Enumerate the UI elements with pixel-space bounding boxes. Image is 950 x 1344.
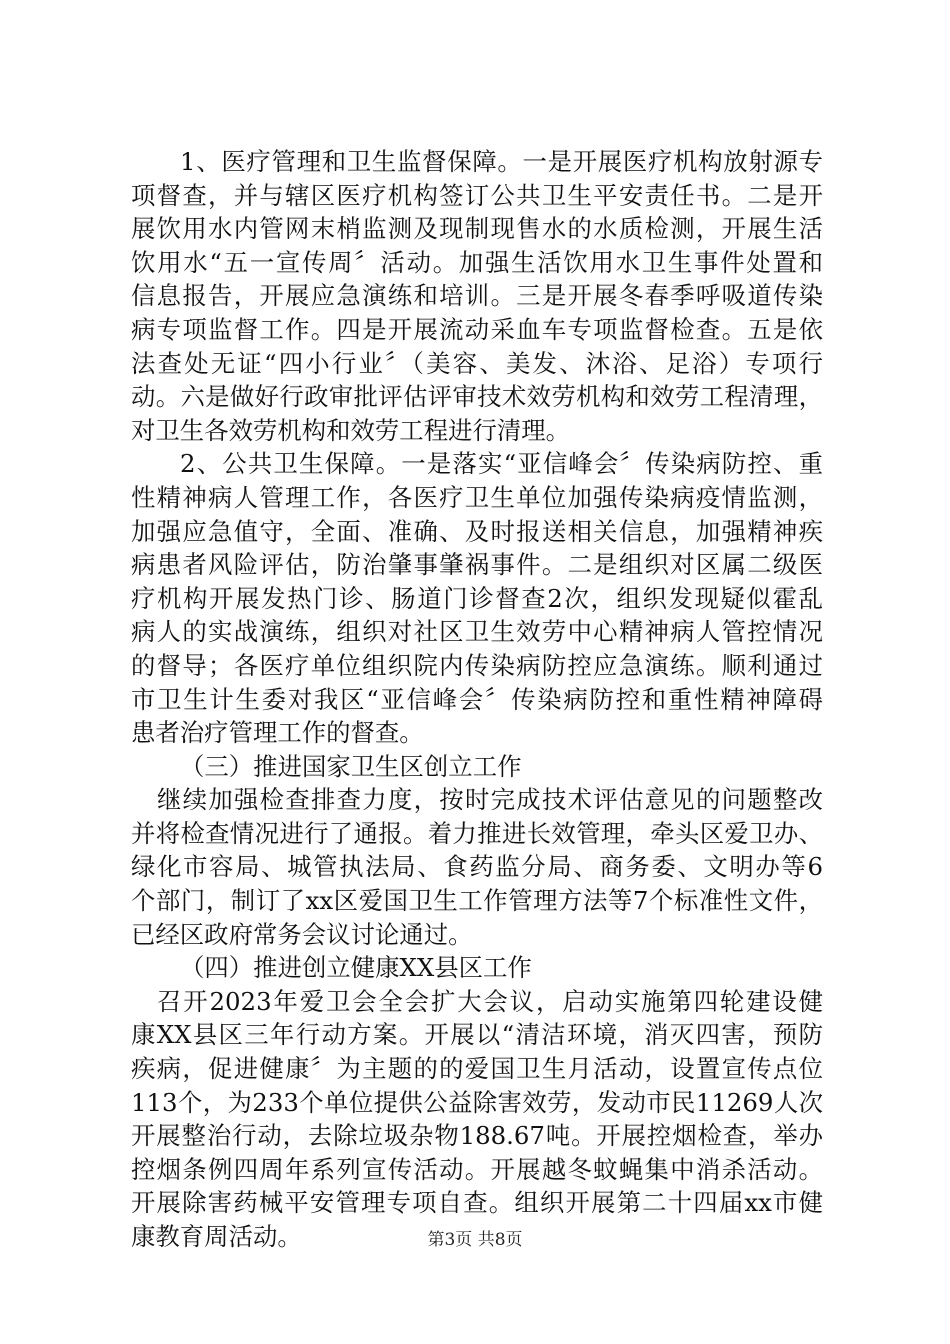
document-body <box>131 145 823 1254</box>
paragraph-2-line-3: 加强应急值守，全面、准确、及时报送相关信息，加强精神疾 <box>131 516 823 546</box>
paragraph-1-line-7: 法查处无证“四小行业〞（美容、美发、沐浴、足浴）专项行 <box>131 348 823 378</box>
paragraph-1-line-6: 病专项监督工作。四是开展流动采血车专项监督检查。五是依 <box>131 314 823 344</box>
paragraph-1-line-8: 动。六是做好行政审批评估评审技术效劳机构和效劳工程清理， <box>131 382 823 412</box>
paragraph-1-line-5: 信息报告，开展应急演练和培训。三是开展冬春季呼吸道传染 <box>131 281 823 311</box>
paragraph-3-line-5: 已经区政府常务会议讨论通过。 <box>131 919 473 949</box>
paragraph-1-line-9: 对卫生各效劳机构和效劳工程进行清理。 <box>131 415 571 445</box>
paragraph-4-line-1: 召开2023年爱卫会全会扩大会议，启动实施第四轮建设健 <box>157 986 823 1016</box>
paragraph-4-line-3: 疾病，促进健康〞为主题的的爱国卫生月活动，设置宣传点位 <box>131 1054 823 1084</box>
paragraph-4-line-2: 康XX县区三年行动方案。开展以“清洁环境，消灭四害，预防 <box>131 1020 823 1050</box>
section-heading-4: （四）推进创立健康XX县区工作 <box>180 953 532 983</box>
paragraph-2-line-9: 患者治疗管理工作的督查。 <box>131 718 424 748</box>
paragraph-3-line-1: 继续加强检查排查力度，按时完成技术评估意见的问题整改 <box>157 785 823 815</box>
paragraph-2-line-2: 性精神病人管理工作，各医疗卫生单位加强传染病疫情监测， <box>131 482 823 512</box>
paragraph-3-line-3: 绿化市容局、城管执法局、食药监分局、商务委、文明办等6 <box>131 852 823 882</box>
paragraph-2-line-8: 市卫生计生委对我区“亚信峰会〞传染病防控和重性精神障碍 <box>131 684 823 714</box>
paragraph-1-line-2: 项督查，并与辖区医疗机构签订公共卫生平安责任书。二是开 <box>131 180 823 210</box>
paragraph-3-line-4: 个部门，制订了xx区爱国卫生工作管理方法等7个标准性文件， <box>131 886 823 916</box>
paragraph-1-line-3: 展饮用水内管网末梢监测及现制现售水的水质检测，开展生活 <box>131 214 823 244</box>
paragraph-2-line-4: 病患者风险评估，防治肇事肇祸事件。二是组织对区属二级医 <box>131 550 823 580</box>
paragraph-4-line-8: 康教育周活动。 <box>131 1222 302 1251</box>
paragraph-4-line-5: 开展整治行动，去除垃圾杂物188.67吨。开展控烟检查，举办 <box>131 1121 823 1151</box>
section-heading-3: （三）推进国家卫生区创立工作 <box>180 751 522 781</box>
page-footer: 第3页 共8页 <box>427 1230 523 1250</box>
paragraph-2-line-5: 疗机构开展发热门诊、肠道门诊督查2次，组织发现疑似霍乱 <box>131 583 823 613</box>
paragraph-2-line-6: 病人的实战演练，组织对社区卫生效劳中心精神病人管控情况 <box>131 617 823 647</box>
paragraph-2-line-1: 2、公共卫生保障。一是落实“亚信峰会〞传染病防控、重 <box>180 449 823 479</box>
paragraph-4-line-6: 控烟条例四周年系列宣传活动。开展越冬蚊蝇集中消杀活动。 <box>131 1154 823 1184</box>
paragraph-4-line-7: 开展除害药械平安管理专项自查。组织开展第二十四届xx市健 <box>131 1188 823 1218</box>
paragraph-4-line-4: 113个，为233个单位提供公益除害效劳，发动市民11269人次 <box>131 1087 823 1117</box>
paragraph-3-line-2: 并将检查情况进行了通报。着力推进长效管理，牵头区爱卫办、 <box>131 818 823 848</box>
paragraph-1-line-4: 饮用水“五一宣传周〞活动。加强生活饮用水卫生事件处置和 <box>131 247 823 277</box>
paragraph-2-line-7: 的督导；各医疗单位组织院内传染病防控应急演练。顺利通过 <box>131 650 823 680</box>
paragraph-1-line-1: 1、医疗管理和卫生监督保障。一是开展医疗机构放射源专 <box>180 147 823 176</box>
